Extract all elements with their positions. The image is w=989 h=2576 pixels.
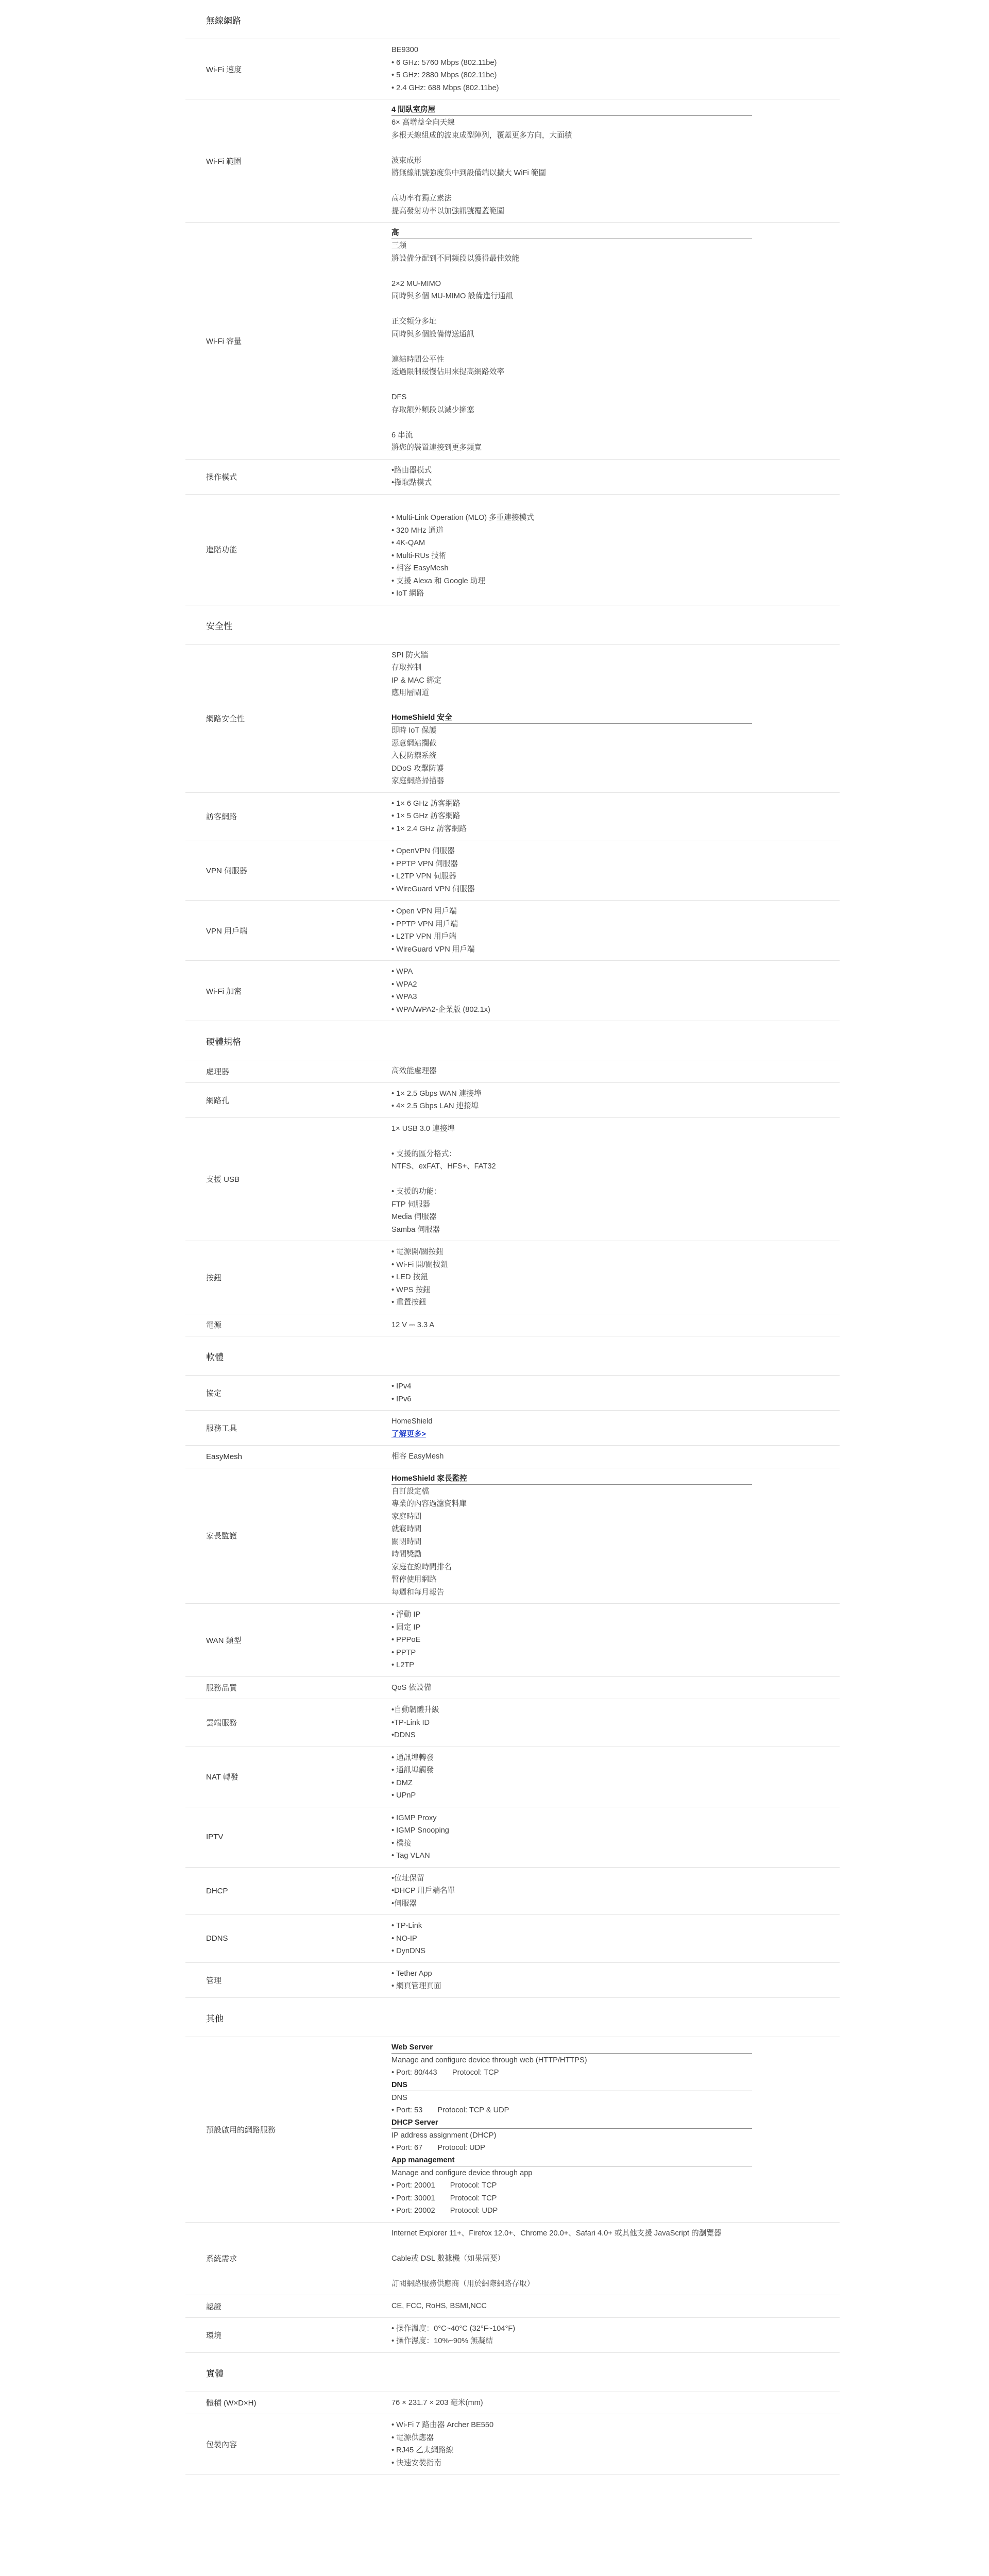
spec-text: 6 串流 [391, 431, 413, 439]
spec-text: 訂閱網路服務供應商（用於網際網路存取） [391, 2279, 535, 2288]
spec-text: •擷取點模式 [391, 479, 432, 487]
spec-text: • 1× 2.5 Gbps WAN 連接埠 [391, 1089, 482, 1098]
spec-text: • Port: 20001 Protocol: TCP [391, 2181, 497, 2190]
spec-label: 操作模式 [206, 472, 237, 482]
spec-text: •伺服器 [391, 1899, 417, 1908]
spec-text: • Port: 20002 Protocol: UDP [391, 2207, 498, 2215]
spec-row [185, 494, 840, 605]
specifications-table [185, 0, 845, 2475]
spec-subheading: App management [391, 2155, 752, 2166]
spec-value [391, 2037, 840, 2222]
spec-text: 高效能處理器 [391, 1067, 437, 1075]
spec-text: 正交頻分多址 [391, 317, 437, 326]
spec-value [391, 460, 840, 494]
spec-row [185, 2392, 840, 2415]
spec-row [185, 1468, 840, 1604]
spec-value [391, 1807, 840, 1867]
spec-text: • 操作溫度：0°C~40°C (32°F~104°F) [391, 2324, 516, 2333]
spec-text: 同時與多個 MU-MIMO 設備進行通訊 [391, 292, 513, 300]
spec-spacer [391, 265, 840, 278]
spec-text: IP address assignment (DHCP) [391, 2131, 497, 2140]
spec-row [185, 99, 840, 223]
spec-label: WAN 類型 [206, 1636, 242, 1645]
spec-row [185, 1060, 840, 1083]
spec-value [391, 1446, 840, 1468]
spec-text: • 支援 Alexa 和 Google 助理 [391, 577, 485, 585]
spec-row [185, 1914, 840, 1963]
spec-text: • Open VPN 用戶端 [391, 907, 457, 916]
spec-spacer [391, 2240, 840, 2252]
spec-row [185, 792, 840, 841]
spec-row [185, 1241, 840, 1314]
spec-value [391, 1411, 840, 1445]
spec-text: • Tag VLAN [391, 1852, 430, 1860]
spec-text: • 橋接 [391, 1839, 412, 1848]
spec-row [185, 1603, 840, 1677]
spec-value [391, 1118, 840, 1241]
spec-row [185, 1867, 840, 1916]
spec-text: • Multi-Link Operation (MLO) 多重連接模式 [391, 514, 534, 522]
spec-text: 關閉時間 [391, 1537, 422, 1546]
spec-text: • OpenVPN 伺服器 [391, 847, 455, 855]
spec-row [185, 2037, 840, 2223]
spec-text: • 電源供應器 [391, 2433, 434, 2442]
spec-text: NTFS、exFAT、HFS+、FAT32 [391, 1162, 496, 1171]
spec-text: 將您的裝置連接到更多頻寬 [391, 444, 482, 452]
spec-text: 1× USB 3.0 連接埠 [391, 1124, 455, 1133]
spec-subheading: HomeShield 安全 [391, 712, 752, 724]
spec-text: 12 V ⎓ 3.3 A [391, 1320, 435, 1329]
spec-text: 高功率有獨立素法 [391, 194, 452, 202]
spec-text: • RJ45 乙太網路線 [391, 2446, 454, 2454]
spec-text: • NO-IP [391, 1934, 417, 1943]
spec-label: VPN 伺服器 [206, 866, 248, 875]
spec-text: DDoS 攻擊防護 [391, 764, 444, 773]
spec-text: 提高發射功率以加強訊號覆蓋範圍 [391, 207, 504, 215]
spec-row [185, 1676, 840, 1700]
spec-text: 自訂設定檔 [391, 1487, 429, 1496]
spec-label: Wi-Fi 加密 [206, 987, 242, 996]
spec-value [391, 1314, 840, 1336]
spec-value [391, 2414, 840, 2474]
spec-spacer [391, 700, 840, 713]
spec-text: 家庭在線時間排名 [391, 1563, 452, 1571]
spec-text: 同時與多個設備傳送通訊 [391, 330, 474, 338]
spec-text: 連結時間公平性 [391, 355, 445, 364]
spec-text: •路由器模式 [391, 466, 432, 474]
spec-label: 預設啟用的網路服務 [206, 2125, 276, 2134]
spec-text: • PPTP VPN 伺服器 [391, 859, 458, 868]
spec-text: • 支援的功能： [391, 1188, 441, 1196]
spec-text: 將設備分配到不同頻段以獲得最佳效能 [391, 254, 520, 263]
spec-subheading: 4 間臥室房屋 [391, 104, 752, 116]
section-title: 安全性 [206, 621, 232, 631]
spec-row [185, 2414, 840, 2475]
spec-row [185, 1117, 840, 1242]
spec-text: • L2TP VPN 用戶端 [391, 933, 456, 941]
spec-text: 時間獎勵 [391, 1550, 422, 1558]
spec-value [391, 2295, 840, 2317]
spec-text: Samba 伺服器 [391, 1225, 440, 1234]
spec-text: • L2TP [391, 1661, 415, 1669]
spec-row [185, 2317, 840, 2353]
spec-value [391, 1699, 840, 1747]
spec-text: • WireGuard VPN 用戶端 [391, 945, 475, 954]
spec-text: • TP-Link [391, 1922, 422, 1930]
spec-value [391, 1241, 840, 1314]
spec-value [391, 1604, 840, 1676]
spec-value [391, 495, 840, 605]
spec-text: SPI 防火牆 [391, 651, 429, 659]
spec-label: 雲端服務 [206, 1719, 237, 1728]
spec-text: • L2TP VPN 伺服器 [391, 872, 456, 880]
spec-value [391, 840, 840, 900]
spec-text: • 6 GHz: 5760 Mbps (802.11be) [391, 58, 497, 67]
spec-value [391, 1915, 840, 1962]
spec-label: 服務工具 [206, 1424, 237, 1433]
spec-text: • 固定 IP [391, 1623, 421, 1632]
spec-label: 處理器 [206, 1067, 230, 1076]
spec-text: Cable或 DSL 數據機（如果需要） [391, 2254, 505, 2263]
spec-text: 暫停使用網路 [391, 1575, 437, 1584]
spec-subheading: DHCP Server [391, 2117, 752, 2129]
spec-row [185, 840, 840, 901]
spec-value [391, 901, 840, 960]
spec-text: 多根天線組成的波束成型陣列，覆蓋更多方向，大面積 [391, 131, 572, 140]
spec-text: •TP-Link ID [391, 1718, 430, 1727]
spec-text: • WPA3 [391, 993, 417, 1001]
spec-text: • WPS 按鈕 [391, 1285, 431, 1294]
spec-text: Manage and configure device through app [391, 2168, 533, 2177]
spec-text: • 1× 5 GHz 訪客網路 [391, 812, 461, 820]
spec-text: • IGMP Snooping [391, 1826, 449, 1835]
spec-label: 訪客網路 [206, 812, 237, 821]
spec-text: • Port: 30001 Protocol: TCP [391, 2194, 497, 2202]
section-title: 其他 [206, 2013, 224, 2024]
spec-label: Wi-Fi 容量 [206, 336, 242, 346]
spec-value [391, 2318, 840, 2352]
spec-subheading: 高 [391, 227, 752, 239]
spec-value [391, 1376, 840, 1410]
spec-label: 支援 USB [206, 1175, 240, 1184]
spec-subheading: Web Server [391, 2042, 752, 2054]
spec-row [185, 1375, 840, 1411]
spec-text: Media 伺服器 [391, 1213, 437, 1221]
section-title: 軟體 [206, 1352, 224, 1362]
spec-text: • 4× 2.5 Gbps LAN 連接埠 [391, 1102, 479, 1110]
spec-row [185, 1962, 840, 1998]
spec-text: 家庭時間 [391, 1512, 422, 1521]
spec-text: • 網頁管理頁面 [391, 1982, 441, 1990]
spec-text: • 電源開/關按鈕 [391, 1248, 444, 1256]
spec-text: • Tether App [391, 1969, 432, 1978]
spec-text: • IPv6 [391, 1395, 412, 1403]
spec-text: • Port: 80/443 Protocol: TCP [391, 2069, 499, 2077]
spec-text: • IPv4 [391, 1382, 412, 1391]
spec-text: • 通訊埠轉發 [391, 1753, 434, 1762]
spec-text: 6× 高增益全向天線 [391, 118, 455, 127]
spec-spacer [391, 303, 840, 316]
spec-text: 惡意網站攔截 [391, 739, 437, 748]
spec-text: • Wi-Fi 7 路由器 Archer BE550 [391, 2421, 494, 2429]
spec-text: • 支援的區分格式： [391, 1149, 456, 1158]
spec-label: 按鈕 [206, 1273, 222, 1282]
spec-value [391, 793, 840, 840]
spec-text: • 320 MHz 通道 [391, 526, 444, 535]
section-title: 無線網路 [206, 16, 241, 26]
spec-text: • 相容 EasyMesh [391, 564, 449, 572]
spec-value [391, 39, 840, 99]
spec-spacer [391, 180, 840, 193]
spec-text: • LED 按鈕 [391, 1273, 428, 1281]
spec-row [185, 459, 840, 495]
spec-label: NAT 轉發 [206, 1773, 238, 1782]
spec-text: • 快速安裝指南 [391, 2459, 441, 2467]
spec-row [185, 900, 840, 961]
spec-text: BE9300 [391, 46, 418, 54]
spec-text: Internet Explorer 11+、Firefox 12.0+、Chrome 20.0+、Safari 4.0+ 或其他支援 JavaScript 的瀏覽器 [391, 2229, 722, 2238]
spec-label: 家長監護 [206, 1532, 237, 1541]
spec-row [185, 1445, 840, 1468]
spec-row [185, 1807, 840, 1868]
spec-text: • PPTP VPN 用戶端 [391, 920, 458, 928]
spec-value [391, 1083, 840, 1117]
spec-subheading: HomeShield 家長監控 [391, 1473, 752, 1485]
spec-text: 每週和每月報告 [391, 1588, 445, 1597]
spec-value [391, 1747, 840, 1807]
spec-text: • PPTP [391, 1648, 416, 1657]
spec-label: 網路孔 [206, 1096, 230, 1105]
spec-row [185, 39, 840, 99]
spec-text: • WPA/WPA2-企業版 (802.1x) [391, 1005, 490, 1014]
spec-text: • DynDNS [391, 1947, 425, 1955]
spec-label: 包裝內容 [206, 2440, 237, 2449]
spec-spacer [391, 1173, 840, 1186]
spec-row [185, 644, 840, 793]
spec-text: 家庭網路掃描器 [391, 777, 445, 785]
spec-text: 2×2 MU-MIMO [391, 279, 441, 288]
spec-label: 網路安全性 [206, 714, 245, 723]
spec-text: • WireGuard VPN 伺服器 [391, 885, 475, 893]
spec-text: 即時 IoT 保護 [391, 726, 437, 735]
spec-spacer [391, 2265, 840, 2278]
spec-text: • 重置按鈕 [391, 1298, 427, 1307]
spec-text: •位址保留 [391, 1874, 424, 1883]
spec-text: • Multi-RUs 技術 [391, 551, 447, 560]
spec-value [391, 223, 840, 459]
spec-text: •DHCP 用戶端名單 [391, 1887, 455, 1895]
spec-label: Wi-Fi 速度 [206, 65, 242, 74]
spec-text: CE, FCC, RoHS, BSMI,NCC [391, 2302, 487, 2310]
spec-value [391, 99, 840, 222]
spec-label: 電源 [206, 1321, 222, 1330]
spec-text: •自動韌體升級 [391, 1706, 439, 1714]
spec-text: •DDNS [391, 1731, 416, 1739]
spec-text: Manage and configure device through web (HTTP/HTTPS) [391, 2056, 587, 2064]
spec-row [185, 1082, 840, 1118]
spec-text: • WPA [391, 968, 413, 976]
spec-text: • 1× 2.4 GHz 訪客網路 [391, 824, 467, 833]
spec-label: DHCP [206, 1886, 228, 1895]
section-title: 硬體規格 [206, 1037, 241, 1047]
spec-label: VPN 用戶端 [206, 926, 248, 936]
spec-row [185, 222, 840, 460]
spec-label: 體積 (W×D×H) [206, 2399, 257, 2408]
spec-text: 存取額外頻段以減少擁塞 [391, 405, 474, 414]
spec-text: 將無線訊號強度集中到設備端以擴大 WiFi 範圍 [391, 169, 546, 177]
spec-label: 環境 [206, 2331, 222, 2340]
spec-text: • UPnP [391, 1791, 416, 1800]
spec-spacer [391, 142, 840, 155]
spec-spacer [391, 416, 840, 429]
spec-text: QoS 依設備 [391, 1683, 432, 1692]
spec-text: • Port: 53 Protocol: TCP & UDP [391, 2106, 509, 2114]
spec-text: 專業的內容過濾資料庫 [391, 1500, 467, 1508]
spec-row [185, 1699, 840, 1747]
spec-value [391, 1060, 840, 1082]
spec-label: 進階功能 [206, 546, 237, 554]
spec-text: • 2.4 GHz: 688 Mbps (802.11be) [391, 83, 499, 92]
spec-label: 認證 [206, 2302, 222, 2311]
spec-text: • PPPoE [391, 1636, 421, 1644]
spec-value [391, 961, 840, 1021]
spec-text: 波束成形 [391, 156, 422, 165]
spec-text: 76 × 231.7 × 203 毫米(mm) [391, 2398, 483, 2407]
learn-more-link[interactable]: 了解更多> [391, 1430, 426, 1438]
spec-text: • 1× 6 GHz 訪客網路 [391, 799, 461, 808]
spec-label: DDNS [206, 1934, 228, 1943]
spec-text: • 操作濕度：10%~90% 無凝結 [391, 2337, 493, 2345]
spec-value [391, 2392, 840, 2414]
spec-label: 系統需求 [206, 2255, 237, 2264]
spec-row [185, 2295, 840, 2318]
spec-text: 就寢時間 [391, 1525, 422, 1533]
spec-text: • DMZ [391, 1778, 413, 1787]
spec-label: IPTV [206, 1833, 224, 1841]
spec-label: 服務品質 [206, 1684, 237, 1693]
spec-value [391, 1868, 840, 1915]
spec-text: • IoT 網路 [391, 589, 424, 598]
spec-label: EasyMesh [206, 1452, 243, 1461]
spec-text: • 4K-QAM [391, 539, 425, 547]
spec-text: 入侵防禦系統 [391, 752, 437, 760]
spec-value [391, 2223, 840, 2295]
spec-text: • 通訊埠觸發 [391, 1766, 434, 1774]
spec-text: 三頻 [391, 242, 407, 250]
spec-text: FTP 伺服器 [391, 1200, 431, 1209]
spec-label: Wi-Fi 範圍 [206, 157, 242, 166]
spec-spacer [391, 341, 840, 353]
spec-subheading: DNS [391, 2079, 752, 2091]
spec-text: • Port: 67 Protocol: UDP [391, 2144, 485, 2152]
spec-row [185, 960, 840, 1021]
spec-value [391, 1468, 840, 1604]
spec-value [391, 1963, 840, 1997]
spec-row [185, 2222, 840, 2296]
spec-row [185, 1410, 840, 1446]
spec-value [391, 645, 840, 792]
spec-spacer [391, 379, 840, 392]
spec-label: 協定 [206, 1389, 222, 1398]
spec-label: 管理 [206, 1976, 222, 1985]
spec-text: HomeShield [391, 1417, 433, 1426]
spec-text: IP & MAC 綁定 [391, 676, 442, 685]
spec-row [185, 1747, 840, 1807]
spec-text: DFS [391, 393, 407, 401]
spec-spacer [391, 499, 840, 512]
spec-spacer [391, 1135, 840, 1148]
spec-row [185, 1314, 840, 1337]
spec-text: • Wi-Fi 開/關按鈕 [391, 1260, 448, 1269]
section-title: 實體 [206, 2368, 224, 2379]
spec-text: • 浮動 IP [391, 1611, 421, 1619]
spec-text: • 5 GHz: 2880 Mbps (802.11be) [391, 71, 497, 79]
spec-text: DNS [391, 2093, 407, 2102]
spec-value [391, 1677, 840, 1699]
spec-text: • WPA2 [391, 980, 417, 989]
spec-text: • IGMP Proxy [391, 1814, 437, 1822]
spec-text: 透過限制緩慢佔用來提高網路效率 [391, 368, 504, 376]
spec-text: 存取控制 [391, 664, 422, 672]
spec-text: 應用層閘道 [391, 689, 429, 697]
spec-text: 相容 EasyMesh [391, 1452, 444, 1461]
